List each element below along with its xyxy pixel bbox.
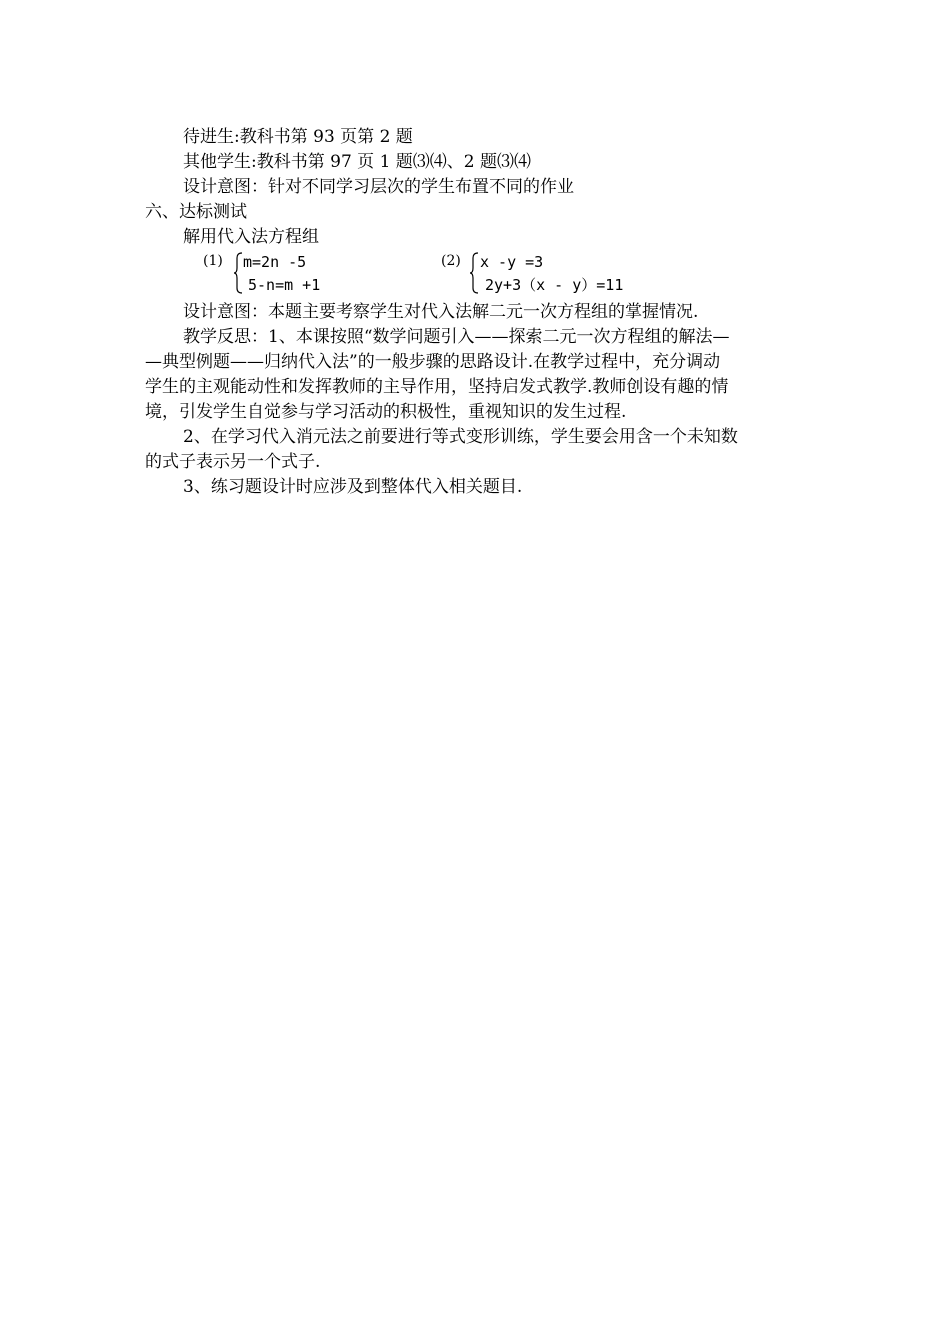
reflection-p1-line-3: 学生的主观能动性和发挥教师的主导作用，坚持启发式教学.教师创设有趣的情 <box>145 377 729 397</box>
homework-line-2: 其他学生:教科书第 97 页 1 题⑶⑷、2 题⑶⑷ <box>183 152 532 172</box>
reflection-p3-line-1: 3、练习题设计时应涉及到整体代入相关题目. <box>183 477 523 497</box>
system-2-brace <box>470 252 480 294</box>
reflection-p1-line-1: 教学反思：1、本课按照“数学问题引入——探索二元一次方程组的解法— <box>183 327 730 347</box>
system-2-equation-1: x -y =3 <box>480 253 544 271</box>
section-6-instruction: 解用代入法方程组 <box>183 227 319 247</box>
reflection-p1-line-2: —典型例题——归纳代入法”的一般步骤的思路设计.在教学过程中，充分调动 <box>145 352 721 372</box>
homework-line-1: 待进生:教科书第 93 页第 2 题 <box>183 127 413 147</box>
reflection-p2-line-2: 的式子表示另一个式子. <box>145 452 321 472</box>
system-2-label: (2) <box>441 253 461 269</box>
system-2-equation-2: 2y+3（x - y）=11 <box>485 276 624 294</box>
system-1-equation-2: 5-n=m +1 <box>248 276 321 294</box>
reflection-p2-line-1: 2、在学习代入消元法之前要进行等式变形训练，学生要会用含一个未知数 <box>183 427 738 447</box>
section-6-design-intent: 设计意图：本题主要考察学生对代入法解二元一次方程组的掌握情况. <box>183 302 699 322</box>
system-1-label: (1) <box>203 253 223 269</box>
reflection-p1-line-4: 境，引发学生自觉参与学习活动的积极性，重视知识的发生过程. <box>145 402 627 422</box>
section-6-heading: 六、达标测试 <box>145 202 247 222</box>
homework-design-intent: 设计意图：针对不同学习层次的学生布置不同的作业 <box>183 177 574 197</box>
system-1-equation-1: m=2n -5 <box>243 253 307 271</box>
